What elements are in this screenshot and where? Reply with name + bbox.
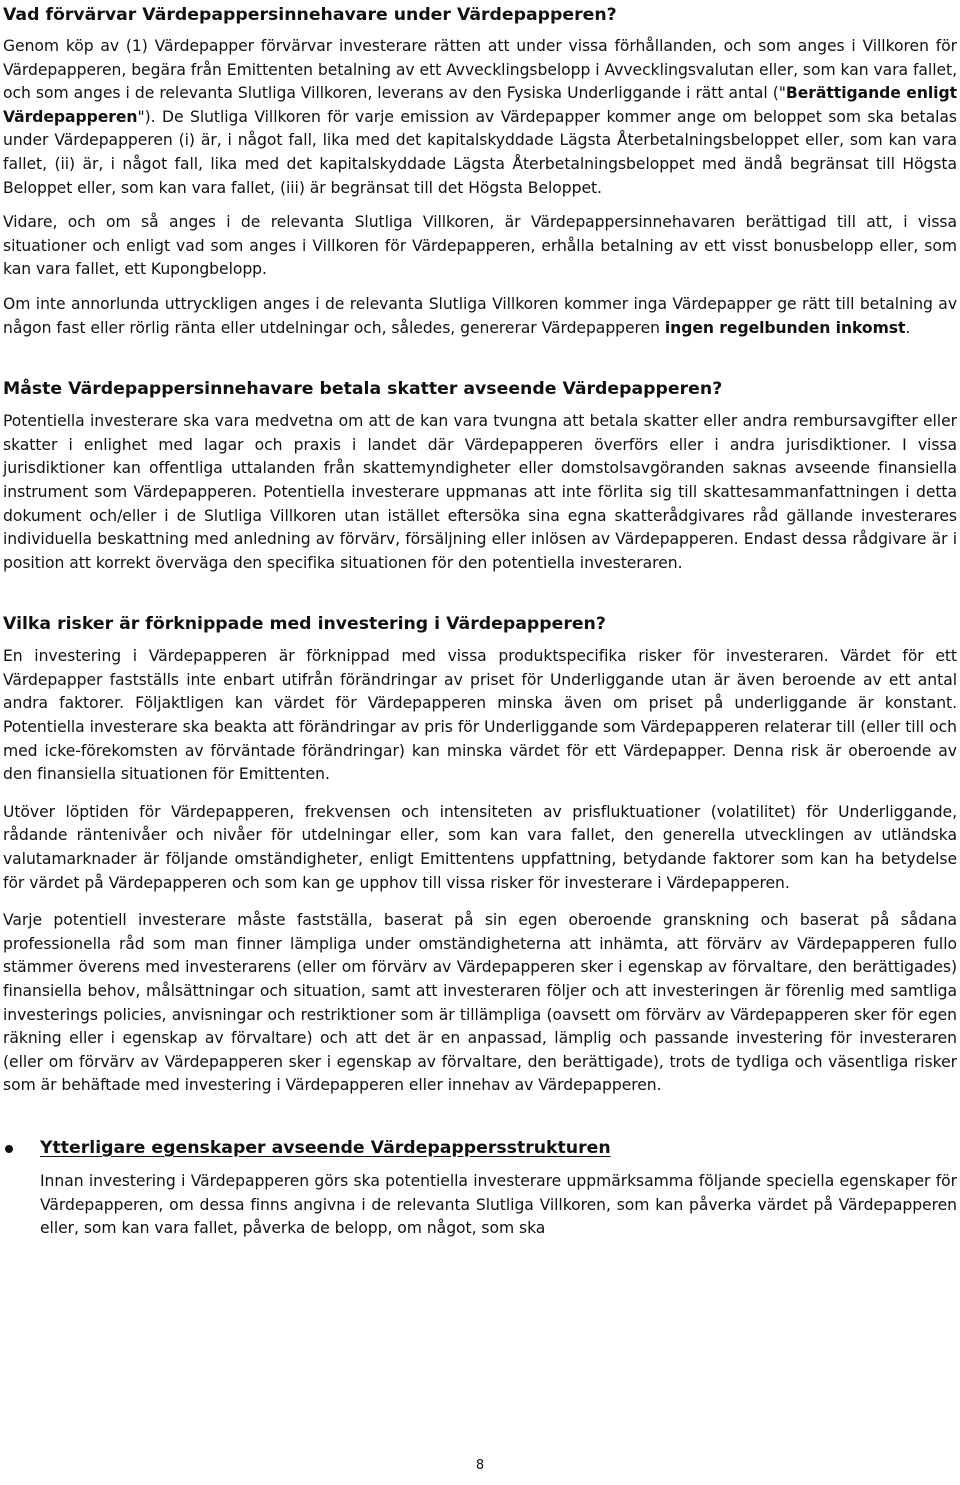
paragraph-text: Om inte annorlunda uttryckligen anges i de relevanta Slutliga Villkoren kommer inga Värdepapper ge rätt till betalning av någon fast eller rörlig ränta eller utdelningar och, således, genererar Värdepapperen <box>3 294 957 337</box>
bullet-icon <box>5 1145 13 1153</box>
paragraph-structure: Innan investering i Värdepapperen görs ska potentiella investerare uppmärksamma följande speciella egenskaper för Värdepapperen, om dessa finns angivna i de relevanta Slutliga Villkoren, som kan påverka värdet på Värdepapperen eller, som kan vara fallet, påverka de belopp, om något, som ska <box>40 1171 957 1238</box>
section-heading-structure: Ytterligare egenskaper avseende Värdepappersstrukturen <box>40 1137 611 1158</box>
emphasis-no-regular-income: ingen regelbunden inkomst <box>664 318 906 337</box>
paragraph-text: "). De Slutliga Villkoren för varje emission av Värdepapper kommer ange om beloppet som ska betalas under Värdepapperen (i) är, i något fall, lika med det kapitalskyddade Lägsta Återbetalningsbeloppet eller, som kan vara fallet, (ii) är, i något fall, lika med det kapitalskyddade Lägsta Återbetalningsbeloppet med ändå begränsat till Högsta Beloppet eller, som kan vara fallet, (iii) är begränsat till det Högsta Beloppet. <box>3 107 957 197</box>
section-heading-taxes: Måste Värdepappersinnehavare betala skatter avseende Värdepapperen? <box>3 379 723 400</box>
paragraph-risks-suitability: Varje potentiell investerare måste fastställa, baserat på sin egen oberoende granskning och baserat på sådana professionella råd som man finner lämpliga under omständigheterna att inhämta, att förvärv av Värdepapperen fullo stämmer överens med investerarens (eller om förvärv av Värdepapperen sker i egenskap av förvaltare, den berättigades) finansiella behov, målsättningar och situation, samt att investeraren följer och att investeringen är förenlig med samtliga investerings policies, anvisningar och restriktioner som är tillämpliga (oavsett om förvärv av Värdepapperen sker för egen räkning eller i egenskap av förvaltare) och att det är en anpassad, lämplig och passande investering för investeraren (eller om förvärv av Värdepapperen sker i egenskap av förvaltare, den berättigade), trots de tydliga och väsentliga risker som är behäftade med investering i Värdepapperen eller innehav av Värdepapperen. <box>3 911 957 1095</box>
paragraph-risks-value: En investering i Värdepapperen är förknippad med vissa produktspecifika risker för investeraren. Värdet för ett Värdepapper fastställs inte enbart utifrån förändringar av priset för Underliggande utan är även beroende av ett antal andra faktorer. Följaktligen kan värdet för Värdepapperen minska även om priset på underliggande är konstant. Potentiella investerare ska beakta att förändringar av pris för Underliggande som Värdepapperen relaterar till (eller till och med icke-förekomsten av förväntade förändringar) kan minska värdet för ett Värdepapper. Denna risk är oberoende av den finansiella situationen för Emittenten. <box>3 647 957 784</box>
paragraph-bonus: Vidare, och om så anges i de relevanta Slutliga Villkoren, är Värdepappersinnehavaren berättigad till att, i vissa situationer och enligt vad som anges i Villkoren för Värdepapperen, erhålla betalning av ett visst bonusbelopp eller, som kan vara fallet, ett Kupongbelopp. <box>3 213 957 279</box>
bullet-section-structure <box>3 1137 957 1241</box>
defined-term-entitlement: Berättigande enligt Värdepapperen <box>3 84 957 126</box>
paragraph-taxes: Potentiella investerare ska vara medvetna om att de kan vara tvungna att betala skatter eller andra rembursavgifter eller skatter i enlighet med lagar och praxis i landet där Värdepapperen överförs eller i andra jurisdiktioner. I vissa jurisdiktioner kan offentliga uttalanden från skattemyndigheter eller domstolsavgöranden saknas avseende finansiella instrument som Värdepapperen. Potentiella investerare uppmanas att inte förlita sig till skattesammanfattningen i detta dokument och/eller i de Slutliga Villkoren utan istället eftersöka sina egna skatterådgivares råd gällande investerares individuella beskattning med anledning av förvärv, försäljning eller inlösen av Värdepapperen. Endast dessa rådgivare är i position att korrekt överväga den specifika situationen för den potentiella investeraren. <box>3 412 957 572</box>
paragraph-risks-factors: Utöver löptiden för Värdepapperen, frekvensen och intensiteten av prisfluktuationer (volatilitet) för Underliggande, rådande räntenivåer och nivåer för utdelningar eller, som kan vara fallet, den generella utvecklingen av utländska valutamarknader är följande omständigheter, enligt Emittentens uppfattning, betydande faktorer som kan ha betydelse för värdet på Värdepapperen och som kan ge upphov till vissa risker för investerare i Värdepapperen. <box>3 802 957 892</box>
paragraph-entitlement <box>3 35 957 200</box>
paragraph-text: . <box>905 318 911 337</box>
page-number: 8 <box>475 1458 485 1473</box>
section-heading-risks: Vilka risker är förknippade med investering i Värdepapperen? <box>3 614 606 635</box>
section-heading-acquire: Vad förvärvar Värdepappersinnehavare under Värdepapperen? <box>3 5 617 25</box>
paragraph-text: Genom köp av (1) Värdepapper förvärvar investerare rätten att under vissa förhållanden, och som anges i Villkoren för Värdepapperen, begära från Emittenten betalning av ett Avvecklingsbelopp i Avvecklingsvalutan eller, som kan vara fallet, och som anges i de relevanta Slutliga Villkoren, leverans av den Fysiska Underliggande i rätt antal (" <box>3 37 957 103</box>
paragraph-no-income <box>3 293 957 340</box>
